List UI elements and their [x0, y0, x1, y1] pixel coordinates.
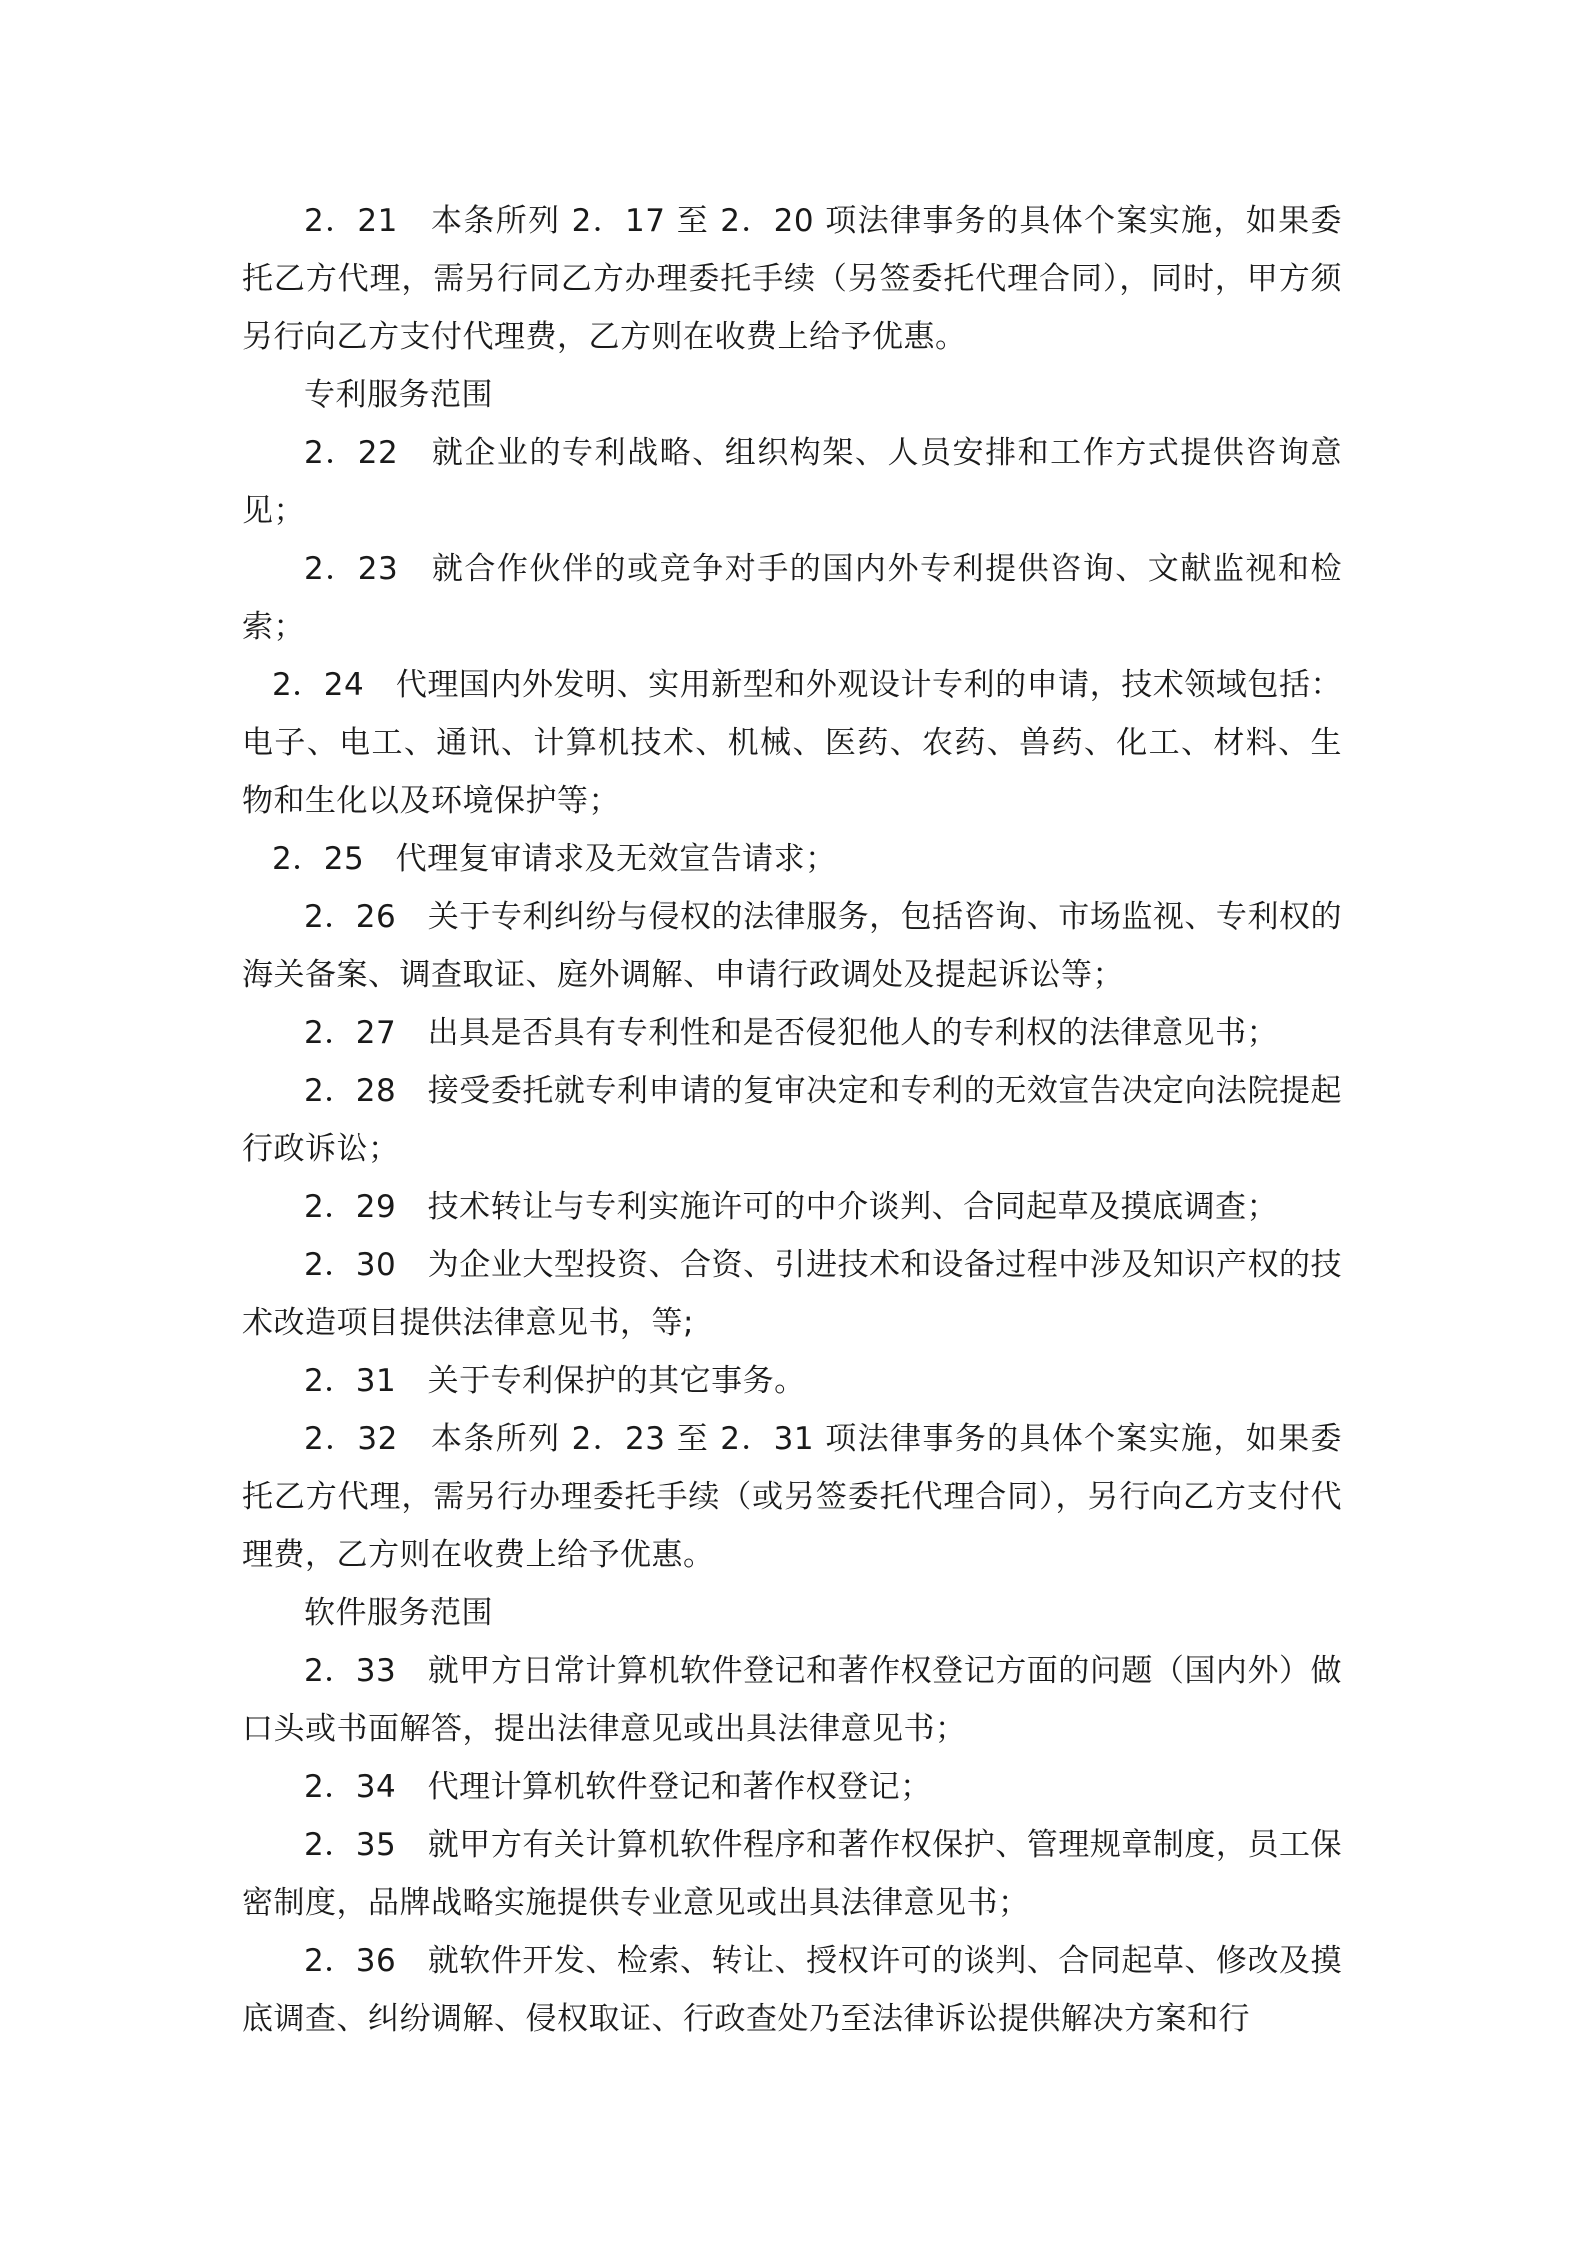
- section-heading-software: 软件服务范围: [304, 1595, 493, 1631]
- clause-2-22: 2．22 就企业的专利战略、组织构架、人员安排和工作方式提供咨询意见；: [242, 435, 1342, 529]
- clause-2-26: 2．26 关于专利纠纷与侵权的法律服务，包括咨询、市场监视、专利权的海关备案、调查取证、庭外调解、申请行政调处及提起诉讼等；: [242, 899, 1342, 993]
- clause-2-21: 2．21 本条所列 2．17 至 2．20 项法律事务的具体个案实施，如果委托乙方代理，需另行同乙方办理委托手续（另签委托代理合同），同时，甲方须另行向乙方支付代理费，乙方则在收费上给予优惠。: [242, 203, 1342, 355]
- section-heading-patent: 专利服务范围: [304, 377, 493, 413]
- clause-2-29: 2．29 技术转让与专利实施许可的中介谈判、合同起草及摸底调查；: [304, 1189, 1279, 1225]
- clause-2-28: 2．28 接受委托就专利申请的复审决定和专利的无效宣告决定向法院提起行政诉讼；: [242, 1073, 1342, 1167]
- clause-2-36: 2．36 就软件开发、检索、转让、授权许可的谈判、合同起草、修改及摸底调查、纠纷调解、侵权取证、行政查处乃至法律诉讼提供解决方案和行: [242, 1943, 1342, 2037]
- clause-2-24: 2．24 代理国内外发明、实用新型和外观设计专利的申请，技术领域包括：电子、电工、通讯、计算机技术、机械、医药、农药、兽药、化工、材料、生物和生化以及环境保护等；: [242, 667, 1342, 819]
- clause-2-30: 2．30 为企业大型投资、合资、引进技术和设备过程中涉及知识产权的技术改造项目提供法律意见书，等;: [242, 1247, 1342, 1341]
- clause-2-25: 2．25 代理复审请求及无效宣告请求；: [272, 841, 837, 877]
- clause-2-34: 2．34 代理计算机软件登记和著作权登记；: [304, 1769, 932, 1805]
- clause-2-31: 2．31 关于专利保护的其它事务。: [304, 1363, 806, 1399]
- clause-2-32: 2．32 本条所列 2．23 至 2．31 项法律事务的具体个案实施，如果委托乙方代理，需另行办理委托手续（或另签委托代理合同），另行向乙方支付代理费，乙方则在收费上给予优惠。: [242, 1421, 1342, 1573]
- clause-2-33: 2．33 就甲方日常计算机软件登记和著作权登记方面的问题（国内外）做口头或书面解答，提出法律意见或出具法律意见书；: [242, 1653, 1342, 1747]
- clause-2-35: 2．35 就甲方有关计算机软件程序和著作权保护、管理规章制度，员工保密制度，品牌战略实施提供专业意见或出具法律意见书；: [242, 1827, 1342, 1921]
- clause-2-27: 2．27 出具是否具有专利性和是否侵犯他人的专利权的法律意见书；: [304, 1015, 1279, 1051]
- clause-2-23: 2．23 就合作伙伴的或竞争对手的国内外专利提供咨询、文献监视和检索；: [242, 551, 1342, 645]
- document-body: [242, 192, 1342, 2048]
